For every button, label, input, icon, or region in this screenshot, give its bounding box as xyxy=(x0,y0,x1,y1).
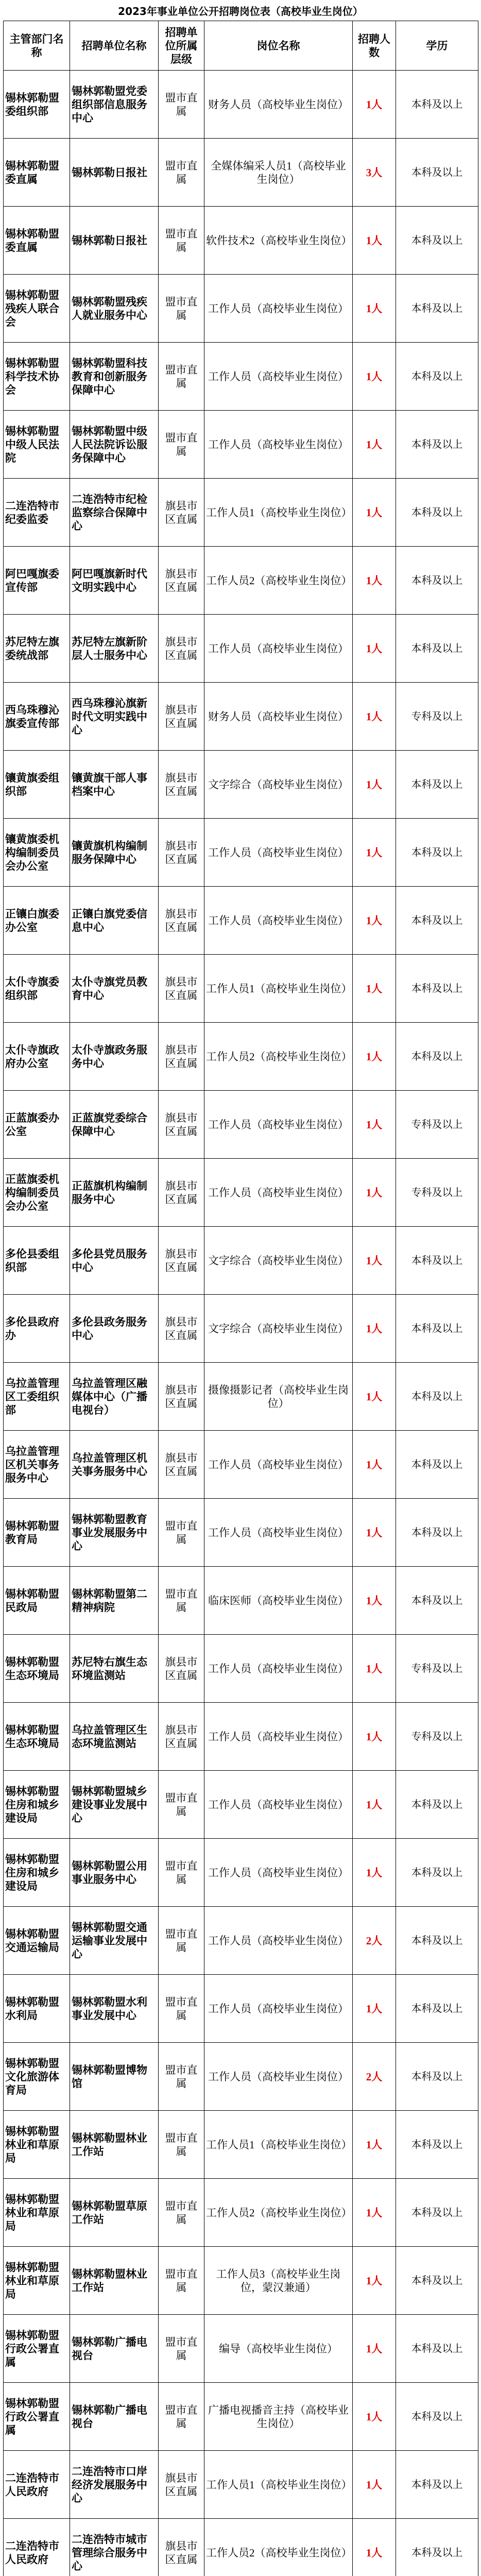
cell-unit: 镶黄旗干部人事档案中心 xyxy=(70,751,159,819)
cell-count: 1人 xyxy=(353,207,396,275)
cell-level: 旗县市区直属 xyxy=(159,819,204,887)
table-row xyxy=(4,1567,478,1635)
cell-count: 1人 xyxy=(353,2247,396,2315)
cell-count: 1人 xyxy=(353,615,396,683)
cell-position: 软件技术2（高校毕业生岗位） xyxy=(204,207,353,275)
cell-level: 旗县市区直属 xyxy=(159,1159,204,1227)
cell-level: 旗县市区直属 xyxy=(159,2519,204,2576)
cell-position: 工作人员（高校毕业生岗位） xyxy=(204,615,353,683)
cell-education: 专科及以上 xyxy=(396,1159,478,1227)
cell-count: 2人 xyxy=(353,1907,396,1975)
cell-unit: 多伦县党员服务中心 xyxy=(70,1227,159,1295)
cell-unit: 锡林郭勒盟博物馆 xyxy=(70,2043,159,2111)
cell-count: 2人 xyxy=(353,2043,396,2111)
cell-position: 工作人员（高校毕业生岗位） xyxy=(204,411,353,479)
table-row xyxy=(4,751,478,819)
cell-position: 工作人员（高校毕业生岗位） xyxy=(204,1771,353,1839)
table-row xyxy=(4,411,478,479)
cell-unit: 锡林郭勒盟林业工作站 xyxy=(70,2247,159,2315)
cell-education: 本科及以上 xyxy=(396,1839,478,1907)
cell-department: 镶黄旗委机构编制委员会办公室 xyxy=(4,819,70,887)
cell-department: 锡林郭勒盟水利局 xyxy=(4,1975,70,2043)
cell-department: 二连浩特市人民政府 xyxy=(4,2451,70,2519)
cell-level: 盟市直属 xyxy=(159,2315,204,2383)
cell-department: 二连浩特市人民政府 xyxy=(4,2519,70,2576)
table-row xyxy=(4,343,478,411)
cell-count: 1人 xyxy=(353,547,396,615)
cell-unit: 正蓝旗机构编制服务中心 xyxy=(70,1159,159,1227)
cell-count: 1人 xyxy=(353,2383,396,2451)
cell-level: 盟市直属 xyxy=(159,207,204,275)
table-row xyxy=(4,1907,478,1975)
cell-unit: 锡林郭勒广播电视台 xyxy=(70,2315,159,2383)
cell-level: 旗县市区直属 xyxy=(159,615,204,683)
table-row xyxy=(4,71,478,139)
cell-education: 本科及以上 xyxy=(396,819,478,887)
cell-department: 锡林郭勒盟委直属 xyxy=(4,207,70,275)
cell-unit: 锡林郭勒日报社 xyxy=(70,139,159,207)
cell-unit: 锡林郭勒盟公用事业服务中心 xyxy=(70,1839,159,1907)
cell-education: 专科及以上 xyxy=(396,1703,478,1771)
table-row xyxy=(4,819,478,887)
cell-level: 旗县市区直属 xyxy=(159,1023,204,1091)
cell-count: 1人 xyxy=(353,2179,396,2247)
cell-education: 专科及以上 xyxy=(396,1091,478,1159)
cell-education: 本科及以上 xyxy=(396,1023,478,1091)
cell-unit: 锡林郭勒盟交通运输事业发展中心 xyxy=(70,1907,159,1975)
cell-count: 1人 xyxy=(353,1567,396,1635)
cell-unit: 锡林郭勒盟中级人民法院诉讼服务保障中心 xyxy=(70,411,159,479)
cell-department: 苏尼特左旗委统战部 xyxy=(4,615,70,683)
cell-education: 本科及以上 xyxy=(396,2247,478,2315)
cell-level: 旗县市区直属 xyxy=(159,1703,204,1771)
cell-count: 1人 xyxy=(353,2451,396,2519)
page-title: 2023年事业单位公开招聘岗位表（高校毕业生岗位） xyxy=(118,5,363,18)
cell-count: 1人 xyxy=(353,751,396,819)
cell-level: 盟市直属 xyxy=(159,139,204,207)
cell-position: 工作人员（高校毕业生岗位） xyxy=(204,1635,353,1703)
column-header-unit: 招聘单位名称 xyxy=(70,21,159,71)
cell-unit: 乌拉盖管理区生态环境监测站 xyxy=(70,1703,159,1771)
cell-unit: 锡林郭勒盟党委组织部信息服务中心 xyxy=(70,71,159,139)
cell-count: 1人 xyxy=(353,1431,396,1499)
cell-count: 1人 xyxy=(353,2315,396,2383)
cell-education: 本科及以上 xyxy=(396,955,478,1023)
cell-count: 1人 xyxy=(353,1023,396,1091)
cell-unit: 苏尼特左旗新阶层人士服务中心 xyxy=(70,615,159,683)
cell-department: 锡林郭勒盟行政公署直属 xyxy=(4,2383,70,2451)
cell-department: 锡林郭勒盟教育局 xyxy=(4,1499,70,1567)
cell-education: 本科及以上 xyxy=(396,139,478,207)
table-header-row xyxy=(4,21,478,71)
cell-position: 工作人员1（高校毕业生岗位） xyxy=(204,479,353,547)
table-row xyxy=(4,2451,478,2519)
cell-education: 专科及以上 xyxy=(396,683,478,751)
cell-level: 盟市直属 xyxy=(159,1771,204,1839)
cell-count: 1人 xyxy=(353,1363,396,1431)
cell-department: 锡林郭勒盟文化旅游体育局 xyxy=(4,2043,70,2111)
cell-unit: 苏尼特右旗生态环境监测站 xyxy=(70,1635,159,1703)
cell-education: 本科及以上 xyxy=(396,751,478,819)
cell-count: 1人 xyxy=(353,683,396,751)
cell-position: 工作人员1（高校毕业生岗位） xyxy=(204,955,353,1023)
cell-education: 本科及以上 xyxy=(396,887,478,955)
cell-department: 多伦县委组织部 xyxy=(4,1227,70,1295)
cell-unit: 太仆寺旗政务服务中心 xyxy=(70,1023,159,1091)
table-row xyxy=(4,887,478,955)
cell-count: 1人 xyxy=(353,1295,396,1363)
cell-level: 旗县市区直属 xyxy=(159,751,204,819)
cell-level: 旗县市区直属 xyxy=(159,479,204,547)
cell-level: 旗县市区直属 xyxy=(159,955,204,1023)
column-header-count: 招聘人数 xyxy=(353,21,396,71)
cell-position: 工作人员（高校毕业生岗位） xyxy=(204,887,353,955)
table-row xyxy=(4,2315,478,2383)
cell-unit: 锡林郭勒日报社 xyxy=(70,207,159,275)
cell-department: 锡林郭勒盟林业和草原局 xyxy=(4,2111,70,2179)
cell-unit: 锡林郭勒盟水利事业发展中心 xyxy=(70,1975,159,2043)
cell-count: 1人 xyxy=(353,819,396,887)
cell-position: 工作人员（高校毕业生岗位） xyxy=(204,1159,353,1227)
cell-position: 摄像摄影记者（高校毕业生岗位） xyxy=(204,1363,353,1431)
cell-level: 盟市直属 xyxy=(159,1907,204,1975)
cell-education: 本科及以上 xyxy=(396,1227,478,1295)
cell-level: 盟市直属 xyxy=(159,275,204,343)
cell-department: 太仆寺旗委组织部 xyxy=(4,955,70,1023)
table-row xyxy=(4,2247,478,2315)
cell-count: 1人 xyxy=(353,411,396,479)
cell-department: 乌拉盖管理区机关事务服务中心 xyxy=(4,1431,70,1499)
column-header-level: 招聘单位所属层级 xyxy=(159,21,204,71)
cell-level: 旗县市区直属 xyxy=(159,1363,204,1431)
cell-position: 全媒体编采人员1（高校毕业生岗位） xyxy=(204,139,353,207)
table-row xyxy=(4,1839,478,1907)
cell-education: 本科及以上 xyxy=(396,411,478,479)
cell-position: 工作人员2（高校毕业生岗位） xyxy=(204,2179,353,2247)
cell-department: 锡林郭勒盟科学技术协会 xyxy=(4,343,70,411)
cell-position: 工作人员（高校毕业生岗位） xyxy=(204,1907,353,1975)
cell-department: 锡林郭勒盟生态环境局 xyxy=(4,1703,70,1771)
cell-education: 本科及以上 xyxy=(396,207,478,275)
cell-department: 锡林郭勒盟行政公署直属 xyxy=(4,2315,70,2383)
cell-count: 1人 xyxy=(353,955,396,1023)
cell-level: 旗县市区直属 xyxy=(159,547,204,615)
cell-education: 本科及以上 xyxy=(396,71,478,139)
table-row xyxy=(4,2179,478,2247)
cell-level: 盟市直属 xyxy=(159,71,204,139)
cell-unit: 锡林郭勒盟教育事业发展服务中心 xyxy=(70,1499,159,1567)
cell-department: 正蓝旗委办公室 xyxy=(4,1091,70,1159)
cell-education: 本科及以上 xyxy=(396,2519,478,2576)
cell-position: 文字综合（高校毕业生岗位） xyxy=(204,1295,353,1363)
cell-education: 本科及以上 xyxy=(396,2179,478,2247)
cell-count: 1人 xyxy=(353,1975,396,2043)
cell-unit: 锡林郭勒盟城乡建设事业发展中心 xyxy=(70,1771,159,1839)
cell-department: 锡林郭勒盟民政局 xyxy=(4,1567,70,1635)
cell-position: 工作人员（高校毕业生岗位） xyxy=(204,1091,353,1159)
table-row xyxy=(4,139,478,207)
cell-unit: 锡林郭勒盟科技教育和创新服务保障中心 xyxy=(70,343,159,411)
cell-position: 工作人员2（高校毕业生岗位） xyxy=(204,547,353,615)
cell-count: 1人 xyxy=(353,275,396,343)
cell-unit: 锡林郭勒盟草原工作站 xyxy=(70,2179,159,2247)
cell-position: 工作人员（高校毕业生岗位） xyxy=(204,1975,353,2043)
cell-level: 盟市直属 xyxy=(159,1975,204,2043)
table-row xyxy=(4,1703,478,1771)
cell-unit: 锡林郭勒盟林业工作站 xyxy=(70,2111,159,2179)
cell-position: 工作人员（高校毕业生岗位） xyxy=(204,1703,353,1771)
column-header-position: 岗位名称 xyxy=(204,21,353,71)
cell-position: 工作人员1（高校毕业生岗位） xyxy=(204,2451,353,2519)
table-row xyxy=(4,955,478,1023)
cell-department: 锡林郭勒盟生态环境局 xyxy=(4,1635,70,1703)
cell-position: 工作人员（高校毕业生岗位） xyxy=(204,1499,353,1567)
table-row xyxy=(4,1159,478,1227)
table-row xyxy=(4,1227,478,1295)
cell-count: 1人 xyxy=(353,1703,396,1771)
cell-count: 1人 xyxy=(353,343,396,411)
cell-education: 本科及以上 xyxy=(396,2043,478,2111)
cell-unit: 乌拉盖管理区融媒体中心（广播电视台） xyxy=(70,1363,159,1431)
cell-department: 锡林郭勒盟委组织部 xyxy=(4,71,70,139)
cell-education: 本科及以上 xyxy=(396,1907,478,1975)
cell-education: 本科及以上 xyxy=(396,479,478,547)
cell-position: 财务人员（高校毕业生岗位） xyxy=(204,683,353,751)
cell-education: 本科及以上 xyxy=(396,2315,478,2383)
cell-count: 3人 xyxy=(353,139,396,207)
cell-level: 盟市直属 xyxy=(159,411,204,479)
cell-level: 旗县市区直属 xyxy=(159,1227,204,1295)
cell-position: 工作人员（高校毕业生岗位） xyxy=(204,819,353,887)
cell-department: 二连浩特市纪委监委 xyxy=(4,479,70,547)
cell-level: 旗县市区直属 xyxy=(159,683,204,751)
cell-unit: 乌拉盖管理区机关事务服务中心 xyxy=(70,1431,159,1499)
cell-count: 1人 xyxy=(353,1159,396,1227)
cell-education: 本科及以上 xyxy=(396,1975,478,2043)
table-row xyxy=(4,2111,478,2179)
cell-education: 本科及以上 xyxy=(396,275,478,343)
cell-department: 锡林郭勒盟林业和草原局 xyxy=(4,2247,70,2315)
cell-count: 1人 xyxy=(353,1635,396,1703)
cell-count: 1人 xyxy=(353,1499,396,1567)
cell-position: 文字综合（高校毕业生岗位） xyxy=(204,751,353,819)
cell-unit: 太仆寺旗党员教育中心 xyxy=(70,955,159,1023)
table-row xyxy=(4,2383,478,2451)
cell-level: 旗县市区直属 xyxy=(159,1431,204,1499)
table-row xyxy=(4,1771,478,1839)
cell-level: 盟市直属 xyxy=(159,2043,204,2111)
cell-education: 本科及以上 xyxy=(396,1771,478,1839)
cell-education: 本科及以上 xyxy=(396,2383,478,2451)
cell-department: 锡林郭勒盟林业和草原局 xyxy=(4,2179,70,2247)
positions-table xyxy=(3,21,478,2576)
cell-level: 盟市直属 xyxy=(159,1499,204,1567)
cell-level: 盟市直属 xyxy=(159,343,204,411)
cell-department: 多伦县政府办 xyxy=(4,1295,70,1363)
cell-unit: 多伦县政务服务中心 xyxy=(70,1295,159,1363)
cell-unit: 正蓝旗党委综合保障中心 xyxy=(70,1091,159,1159)
cell-count: 1人 xyxy=(353,2111,396,2179)
cell-unit: 西乌珠穆沁旗新时代文明实践中心 xyxy=(70,683,159,751)
table-row xyxy=(4,547,478,615)
cell-education: 本科及以上 xyxy=(396,1363,478,1431)
cell-education: 本科及以上 xyxy=(396,343,478,411)
table-row xyxy=(4,1295,478,1363)
cell-level: 旗县市区直属 xyxy=(159,2451,204,2519)
cell-unit: 锡林郭勒广播电视台 xyxy=(70,2383,159,2451)
cell-department: 阿巴嘎旗委宣传部 xyxy=(4,547,70,615)
cell-position: 临床医师（高校毕业生岗位） xyxy=(204,1567,353,1635)
cell-level: 旗县市区直属 xyxy=(159,1295,204,1363)
cell-count: 1人 xyxy=(353,479,396,547)
cell-position: 工作人员（高校毕业生岗位） xyxy=(204,1839,353,1907)
cell-position: 工作人员（高校毕业生岗位） xyxy=(204,343,353,411)
cell-department: 锡林郭勒盟委直属 xyxy=(4,139,70,207)
cell-level: 旗县市区直属 xyxy=(159,1635,204,1703)
cell-count: 1人 xyxy=(353,1227,396,1295)
column-header-education: 学历 xyxy=(396,21,478,71)
cell-education: 本科及以上 xyxy=(396,1431,478,1499)
cell-level: 盟市直属 xyxy=(159,1839,204,1907)
cell-unit: 阿巴嘎旗新时代文明实践中心 xyxy=(70,547,159,615)
table-row xyxy=(4,207,478,275)
cell-position: 工作人员2（高校毕业生岗位） xyxy=(204,2519,353,2576)
table-row xyxy=(4,2043,478,2111)
cell-position: 工作人员（高校毕业生岗位） xyxy=(204,1431,353,1499)
cell-level: 盟市直属 xyxy=(159,1567,204,1635)
cell-education: 本科及以上 xyxy=(396,2111,478,2179)
table-body xyxy=(4,71,478,2576)
column-header-department: 主管部门名称 xyxy=(4,21,70,71)
cell-education: 本科及以上 xyxy=(396,547,478,615)
cell-unit: 镶黄旗机构编制服务保障中心 xyxy=(70,819,159,887)
cell-level: 盟市直属 xyxy=(159,2179,204,2247)
table-row xyxy=(4,1431,478,1499)
cell-department: 镶黄旗委组织部 xyxy=(4,751,70,819)
cell-education: 本科及以上 xyxy=(396,2451,478,2519)
cell-department: 锡林郭勒盟残疾人联合会 xyxy=(4,275,70,343)
cell-position: 工作人员3（高校毕业生岗位，蒙汉兼通） xyxy=(204,2247,353,2315)
cell-position: 工作人员（高校毕业生岗位） xyxy=(204,2043,353,2111)
cell-level: 旗县市区直属 xyxy=(159,1091,204,1159)
cell-department: 锡林郭勒盟住房和城乡建设局 xyxy=(4,1839,70,1907)
cell-education: 本科及以上 xyxy=(396,1567,478,1635)
cell-education: 本科及以上 xyxy=(396,615,478,683)
cell-level: 盟市直属 xyxy=(159,2111,204,2179)
cell-department: 正蓝旗委机构编制委员会办公室 xyxy=(4,1159,70,1227)
cell-position: 财务人员（高校毕业生岗位） xyxy=(204,71,353,139)
cell-count: 1人 xyxy=(353,2519,396,2576)
cell-department: 锡林郭勒盟交通运输局 xyxy=(4,1907,70,1975)
table-row xyxy=(4,1023,478,1091)
table-row xyxy=(4,615,478,683)
cell-level: 盟市直属 xyxy=(159,2383,204,2451)
cell-unit: 二连浩特市纪检监察综合保障中心 xyxy=(70,479,159,547)
cell-position: 工作人员2（高校毕业生岗位） xyxy=(204,1023,353,1091)
cell-count: 1人 xyxy=(353,1091,396,1159)
cell-department: 锡林郭勒盟住房和城乡建设局 xyxy=(4,1771,70,1839)
table-row xyxy=(4,1363,478,1431)
cell-position: 广播电视播音主持（高校毕业生岗位） xyxy=(204,2383,353,2451)
cell-position: 工作人员1（高校毕业生岗位） xyxy=(204,2111,353,2179)
cell-count: 1人 xyxy=(353,1839,396,1907)
table-row xyxy=(4,1091,478,1159)
cell-unit: 锡林郭勒盟第二精神病院 xyxy=(70,1567,159,1635)
cell-department: 正镶白旗委办公室 xyxy=(4,887,70,955)
cell-count: 1人 xyxy=(353,1771,396,1839)
cell-department: 乌拉盖管理区工委组织部 xyxy=(4,1363,70,1431)
cell-count: 1人 xyxy=(353,71,396,139)
cell-education: 本科及以上 xyxy=(396,1295,478,1363)
cell-education: 专科及以上 xyxy=(396,1635,478,1703)
table-row xyxy=(4,479,478,547)
table-row xyxy=(4,1975,478,2043)
cell-count: 1人 xyxy=(353,887,396,955)
cell-position: 工作人员（高校毕业生岗位） xyxy=(204,275,353,343)
table-row xyxy=(4,2519,478,2576)
cell-position: 编导（高校毕业生岗位） xyxy=(204,2315,353,2383)
table-row xyxy=(4,683,478,751)
cell-unit: 二连浩特市城市管理综合服务中心 xyxy=(70,2519,159,2576)
cell-unit: 正镶白旗党委信息中心 xyxy=(70,887,159,955)
cell-unit: 锡林郭勒盟残疾人就业服务中心 xyxy=(70,275,159,343)
table-row xyxy=(4,1499,478,1567)
cell-department: 太仆寺旗政府办公室 xyxy=(4,1023,70,1091)
table-row xyxy=(4,1635,478,1703)
cell-unit: 二连浩特市口岸经济发展服务中心 xyxy=(70,2451,159,2519)
cell-level: 旗县市区直属 xyxy=(159,887,204,955)
cell-department: 西乌珠穆沁旗委宣传部 xyxy=(4,683,70,751)
cell-level: 盟市直属 xyxy=(159,2247,204,2315)
cell-position: 文字综合（高校毕业生岗位） xyxy=(204,1227,353,1295)
cell-department: 锡林郭勒盟中级人民法院 xyxy=(4,411,70,479)
table-row xyxy=(4,275,478,343)
cell-education: 本科及以上 xyxy=(396,1499,478,1567)
